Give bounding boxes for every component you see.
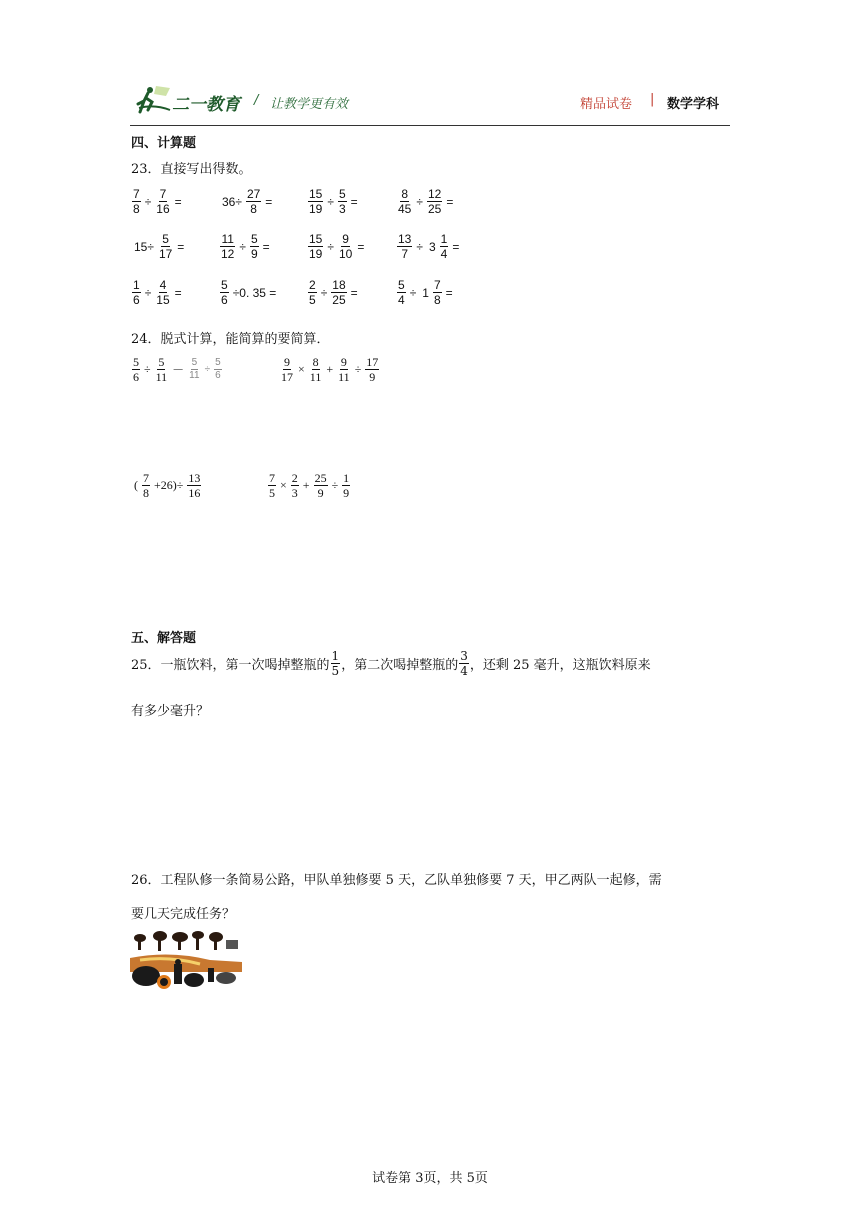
operator: ÷ (409, 285, 417, 300)
fraction: $\frac{1}{6}$ (133, 278, 140, 307)
q25-fraction-2: $\frac{3}{4}$ (460, 649, 468, 678)
question-26-line2: 要几天完成任务？ (131, 907, 236, 922)
q23-expression (396, 279, 456, 306)
operator: 3 (428, 239, 436, 254)
fraction: $\frac{9}{10}$ (338, 232, 353, 261)
operator: = (350, 194, 358, 209)
q23-expression (219, 279, 279, 306)
operator: ÷ (416, 194, 423, 209)
operator: = (262, 239, 270, 254)
header-rule (130, 125, 730, 126)
q25-text-2: ，第二次喝掉整瓶的 (341, 658, 459, 673)
fraction: $\frac{5}{4}$ (398, 278, 405, 307)
operator: ÷ (320, 285, 328, 300)
fraction: $\frac{7}{8}$ (433, 278, 441, 307)
fraction: $\frac{12}{25}$ (427, 187, 442, 216)
operator: × (280, 478, 287, 492)
page-footer: 试卷第 3页，共 5页 (372, 1171, 488, 1186)
fraction: $\frac{5}{6}$ (133, 355, 139, 384)
operator: ÷ (239, 239, 246, 254)
operator: 1 (422, 285, 429, 300)
fraction: $\frac{7}{16}$ (156, 187, 170, 216)
fraction: $\frac{2}{5}$ (309, 278, 316, 307)
q23-expression (131, 279, 185, 306)
operator: ÷ (416, 239, 423, 254)
fraction: $\frac{13}{7}$ (398, 232, 412, 261)
q25-text-1: 25．一瓶饮料，第一次喝掉整瓶的 (131, 658, 330, 673)
fraction: $\frac{18}{25}$ (332, 278, 346, 307)
fraction: $\frac{13}{16}$ (188, 471, 201, 500)
operator: ÷ (327, 239, 334, 254)
fraction: $\frac{5}{9}$ (250, 232, 258, 261)
fraction: $\frac{27}{8}$ (246, 187, 261, 216)
question-25-line2: 有多少毫升？ (131, 704, 210, 719)
q24-expression (279, 356, 380, 383)
operator: ÷ (327, 194, 334, 209)
q23-expression (396, 233, 462, 260)
q23-expression (307, 279, 361, 306)
question-23-label: 23．直接写出得数。 (131, 162, 252, 177)
fraction: $\frac{5}{11}$ (155, 355, 168, 384)
slash-divider: / (254, 93, 259, 108)
operator: 36÷ (222, 194, 242, 209)
q24-faded-term (187, 358, 222, 381)
fraction: $\frac{5}{6}$ (215, 357, 221, 381)
question-26-line1: 26．工程队修一条简易公路，甲队单独修要 5 天，乙队单独修要 7 天，甲乙两队一起修，需 (131, 873, 662, 888)
fraction: $\frac{17}{9}$ (366, 355, 379, 384)
operator: + (302, 478, 310, 492)
q23-expression (307, 188, 361, 215)
fraction: $\frac{8}{11}$ (309, 355, 322, 384)
operator: ÷ (204, 364, 211, 375)
operator: = (446, 194, 454, 209)
q23-expression (396, 188, 456, 215)
operator: = (174, 285, 182, 300)
operator: = (357, 239, 365, 254)
operator: ÷0. 35 = (232, 285, 277, 300)
operator: = (452, 239, 460, 254)
q24-expression (267, 472, 351, 499)
q25-fraction-1: $\frac{1}{5}$ (331, 649, 340, 678)
slogan: 让教学更有效 (270, 97, 349, 112)
q23-expression (219, 188, 275, 215)
fraction: $\frac{15}{19}$ (309, 187, 323, 216)
fraction: $\frac{9}{11}$ (338, 355, 350, 384)
q23-expression (131, 233, 187, 260)
section-title-4: 四、计算题 (131, 136, 197, 151)
fraction: $\frac{2}{3}$ (291, 471, 298, 500)
fraction: $\frac{4}{15}$ (156, 278, 170, 307)
operator: 15÷ (134, 239, 154, 254)
operator: ( (134, 478, 138, 492)
operator: = (177, 239, 185, 254)
fraction: $\frac{9}{17}$ (281, 355, 293, 384)
badge-text: 精品试卷 (580, 97, 633, 112)
logo-text: 二一教育 (172, 95, 240, 115)
q24-expression (131, 356, 223, 383)
operator: = (445, 285, 453, 300)
fraction: $\frac{8}{45}$ (398, 187, 412, 216)
operator: = (350, 285, 358, 300)
fraction: $\frac{5}{6}$ (221, 278, 228, 307)
fraction: $\frac{11}{12}$ (221, 232, 235, 261)
fraction: $\frac{25}{9}$ (314, 471, 327, 500)
operator: ÷ (354, 362, 362, 376)
operator: － (172, 363, 185, 377)
fraction: $\frac{5}{3}$ (338, 187, 346, 216)
operator: ÷ (331, 478, 339, 492)
header-separator: | (650, 92, 655, 107)
q23-expression (131, 188, 185, 215)
fraction: $\frac{5}{11}$ (189, 357, 200, 381)
fraction: $\frac{15}{19}$ (309, 232, 323, 261)
fraction: $\frac{7}{5}$ (269, 471, 275, 500)
q23-expression (307, 233, 367, 260)
operator: ÷ (144, 362, 151, 376)
operator: + (326, 362, 334, 376)
operator: × (298, 362, 305, 376)
fraction: $\frac{7}{8}$ (143, 471, 149, 500)
q25-text-3: ，还剩 25 毫升，这瓶饮料原来 (469, 658, 651, 673)
question-24-label: 24．脱式计算，能简算的要简算． (131, 332, 330, 347)
question-25 (131, 650, 651, 677)
fraction: $\frac{5}{17}$ (158, 232, 173, 261)
fraction: $\frac{1}{4}$ (440, 232, 448, 261)
subject-text: 数学学科 (667, 97, 720, 112)
logo-icon (136, 84, 172, 114)
operator: ÷ (144, 285, 152, 300)
operator: = (174, 194, 182, 209)
fraction: $\frac{1}{9}$ (343, 471, 350, 500)
q24-expression (131, 472, 202, 499)
operator: ÷ (144, 194, 152, 209)
construction-illustration (130, 928, 242, 990)
fraction: $\frac{7}{8}$ (133, 187, 140, 216)
operator: = (265, 194, 273, 209)
section-title-5: 五、解答题 (131, 631, 197, 646)
operator: +26)÷ (154, 478, 184, 492)
q23-expression (219, 233, 273, 260)
